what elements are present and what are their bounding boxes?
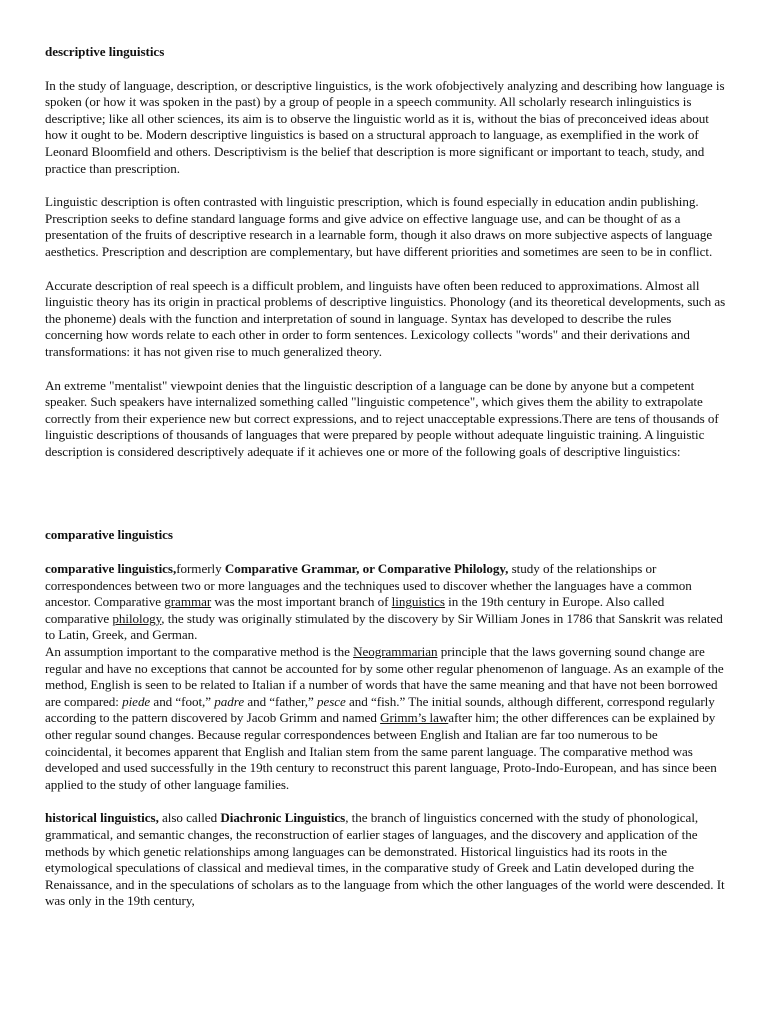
paragraph-comparative-definition [45,561,727,644]
link-philology[interactable]: philology [112,610,162,626]
paragraph-accurate-description: Accurate description of real speech is a difficult problem, and linguists have often been reduced to approximations. Almost all linguistic theory has its origin in practical problems of descriptive linguistics. Phonology (and its theoretical developments, such as the phoneme) deals with the function and interpretation of sound in language. Syntax has developed to describe the rules concerning how words relate to each other in order to form sentences. Lexicology collects "words" and their derivations and transformations: it has not given rise to much generalized theory. [45,277,726,359]
link-grimms-law[interactable]: Grimm’s law [380,710,449,726]
text-span: An assumption important to the comparative method is the [45,644,354,660]
text-span: , the branch of linguistics concerned with the study of phonological, grammatical, and semantic changes, the reconstruction of earlier stages of languages, and the discovery and application of the methods by which genetic relationships among languages can be demonstrated. Historical linguistics had its roots in the etymological speculations of classical and medieval times, in the comparative study of Greek and Latin developed during the Renaissance, and in the speculations of scholars as to the language from which the other languages of the world were descended. It was only in the 19th century, [45,810,725,909]
section-heading-descriptive-linguistics: descriptive linguistics [45,44,165,59]
text-span: study of the relationships or correspondences between two or more languages and the techniques used to discover whether the languages have a common ancestor. Comparative [45,561,692,610]
paragraph-descriptive-intro: In the study of language, description, or descriptive linguistics, is the work ofobjectively analyzing and describing how language is spoken (or how it was spoken in the past) by a group of people in a speech community. All scholarly research inlinguistics is descriptive; like all other sciences, its aim is to observe the linguistic world as it is, without the bias of preconceived ideas about how it ought to be. Modern descriptive linguistics is based on a structural approach to language, as exemplified in the work of Leonard Bloomfield and others. Descriptivism is the belief that description is more significant or important to teach, study, and practice than prescription. [45,77,725,176]
term-diachronic-linguistics: Diachronic Linguistics [220,810,346,826]
text-span: and “foot,” [150,693,215,709]
term-comparative-grammar: Comparative Grammar, or Comparative Philology, [224,561,509,577]
link-neogrammarian[interactable]: Neogrammarian [353,644,438,660]
text-span: and “father,” [244,693,317,709]
paragraph-comparative-method [45,644,727,793]
term-historical-linguistics: historical linguistics, [45,810,159,826]
italic-pesce: pesce [316,693,346,709]
text-span: formerly [176,561,225,577]
term-comparative-linguistics: comparative linguistics, [45,561,177,577]
text-span: was the most important branch of [211,594,392,610]
paragraph-mentalist-viewpoint: An extreme "mentalist" viewpoint denies that the linguistic description of a language can be done by anyone but a competent speaker. Such speakers have internalized something called "linguistic competence", which gives them the ability to extrapolate correctly from their experience new but correct expressions, and to reject unacceptable expressions.There are tens of thousands of linguistic descriptions of thousands of languages that were prepared by people without adequate linguistic training. A linguistic description is considered descriptively adequate if it achieves one or more of the following goals of descriptive linguistics: [45,377,719,459]
paragraph-historical-linguistics [45,810,727,910]
section-spacer [45,477,727,527]
paragraph-description-vs-prescription: Linguistic description is often contrasted with linguistic prescription, which is found especially in education andin publishing. Prescription seeks to define standard language forms and give advice on effective language use, and can be thought of as a presentation of the fruits of descriptive research in a learnable form, though it also draws on more subjective aspects of language aesthetics. Prescription and description are complementary, but have different priorities and sometimes are seen to be in conflict. [45,194,713,259]
italic-padre: padre [214,693,245,709]
text-span: after him; the other differences can be explained by other regular sound changes. Because regular correspondences between English and Italian are far too numerous to be coincidental, it becomes apparent that English and Italian stem from the same parent language. The comparative method was developed and used successfully in the 19th century to reconstruct this parent language, Proto-Indo-European, and has since been applied to the study of other language families. [45,710,717,792]
italic-piede: piede [122,693,151,709]
link-linguistics[interactable]: linguistics [391,594,445,610]
section-heading-comparative-linguistics: comparative linguistics [45,527,173,543]
text-span: , the study was originally stimulated by the discovery by Sir William Jones in 1786 that Sanskrit was related to Latin, Greek, and German. [45,610,723,643]
text-span: also called [158,810,221,826]
text-span: in the 19th century in Europe. Also called comparative [45,594,665,626]
document-page [45,44,727,927]
text-span: and “fish.” The initial sounds, although different, correspond regularly according to the pattern discovered by Jacob Grimm and named [45,693,715,726]
text-span: principle that the laws governing sound change are regular and have no exceptions that cannot be accounted for by some other regular phenomenon of language. As an example of the method, English is seen to be related to Italian if a number of words that have the same meaning and that have not been borrowed are compared: [45,644,724,709]
link-grammar[interactable]: grammar [164,594,212,610]
